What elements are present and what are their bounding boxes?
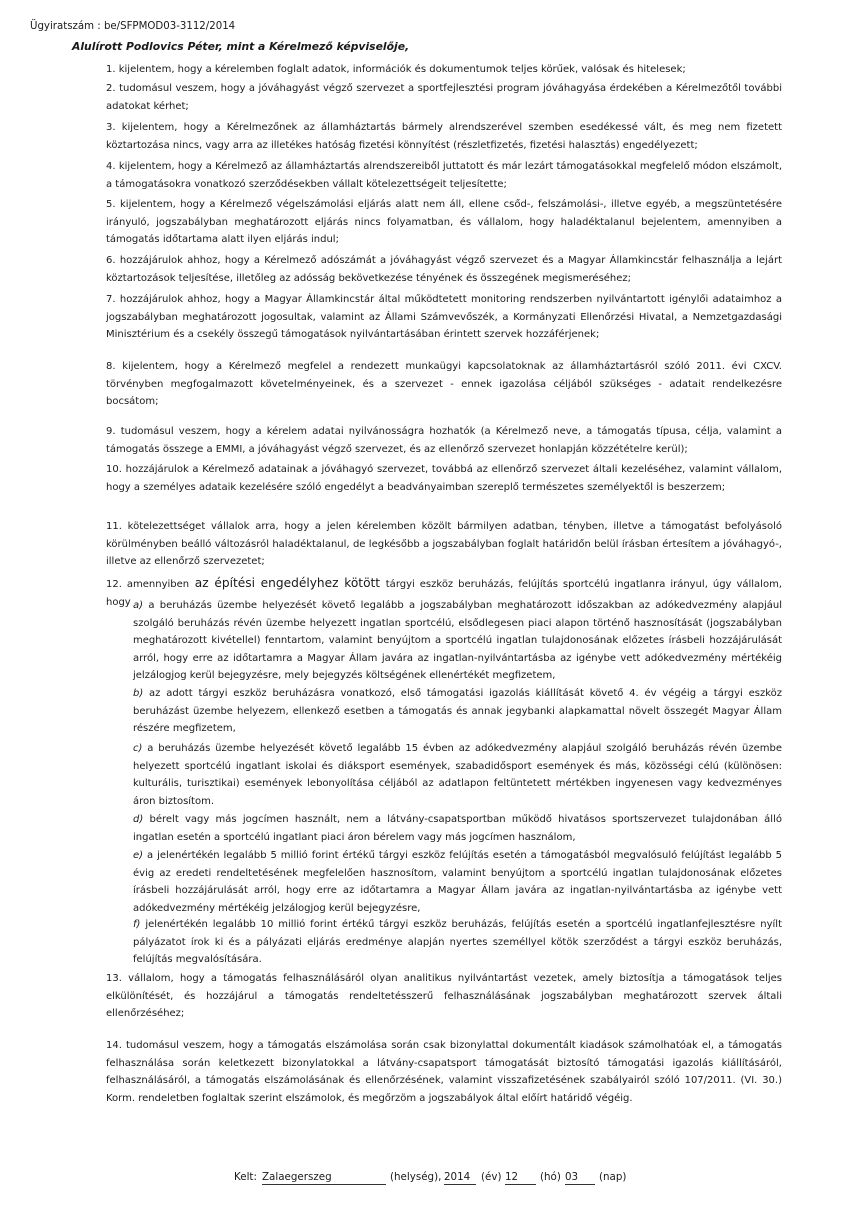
list-item: 8. kijelentem, hogy a Kérelmező megfelel a rendezett munkaügyi kapcsolatoknak az államháztartásról szóló 2011. évi CXCV. törvényben megfogalmazott követelményeinek, és a szervezet - ennek igazolása céljából szükséges - adatait rendelkezésre bocsátom; <box>106 361 782 408</box>
list-item: 1. kijelentem, hogy a kérelemben foglalt adatok, információk és dokumentumok teljes körűek, valósak és hitelesek; <box>106 64 686 75</box>
place-label: (helység), <box>390 1171 442 1183</box>
intro-statement: Alulírott Podlovics Péter, mint a Kérelmező képviselője, <box>72 40 410 53</box>
month-label: (hó) <box>540 1171 561 1183</box>
list-item: 10. hozzájárulok a Kérelmező adatainak a jóváhagyó szervezet, továbbá az ellenőrző szervezet általi kezeléséhez, valamint vállalom, hogy a személyes adataik kezelésére szóló engedélyt a beadványaimban szereplő természetes személyektől is beszerzem; <box>106 464 782 493</box>
list-item: 5. kijelentem, hogy a Kérelmező végelszámolási eljárás alatt nem áll, ellene csőd-, felszámolási-, illetve egyéb, a megszüntetésére irányuló, jogszabályban meghatározott eljárás nincs folyamatban, és vállalom, hogy haladéktalanul bejelentem, amennyiben a támogatás időtartama alatt ilyen eljárás indul; <box>106 199 782 246</box>
sub-item: c) a beruházás üzembe helyezését követő legalább 15 évben az adókedvezmény alapjául szolgáló beruházás révén üzembe helyezett sportcélú ingatlant iskolai és diáksport események, szabadidősport események és más, közösségi célú (különösen: kulturális, turisztikai) események lebonyolítása céljából az adatlapon feltüntetett mértékben ingyenesen vagy kedvezményes áron biztosítom. <box>133 743 782 807</box>
sub-item: d) bérelt vagy más jogcímen használt, nem a látvány-csapatsportban működő hivatásos sportszervezet tulajdonában álló ingatlan esetén a sportcélú ingatlant piaci áron bérelem vagy más jogcímen használom, <box>133 814 782 843</box>
list-item: 2. tudomásul veszem, hogy a jóváhagyást végző szervezet a sportfejlesztési program jóváhagyása érdekében a Kérelmezőtől további adatokat kérhet; <box>106 83 782 112</box>
list-item: 4. kijelentem, hogy a Kérelmező az államháztartás alrendszereiből juttatott és már lezárt támogatásokkal megfelelő módon elszámolt, a támogatásokra vonatkozó szerződésekben vállalt kötelezettségeit teljesítette; <box>106 161 783 190</box>
list-item: 6. hozzájárulok ahhoz, hogy a Kérelmező adószámát a jóváhagyást végző szervezet és a Magyar Államkincstár felhasználja a lejárt köztartozások teljesítése, illetőleg az adósság bekövetkezése tényének és összegének megismeréséhez; <box>106 255 782 284</box>
month-field[interactable]: 12 <box>505 1171 536 1185</box>
list-item: 9. tudomásul veszem, hogy a kérelem adatai nyilvánosságra hozhatók (a Kérelmező neve, a támogatás típusa, célja, valamint a támogatás összege a EMMI, a jóváhagyást végző szervezet, és az ellenőrző szervezet honlapján közzétételre kerül); <box>106 426 782 455</box>
list-item: 13. vállalom, hogy a támogatás felhasználásáról olyan analitikus nyilvántartást vezetek, amely biztosítja a támogatások teljes elkülönítését, és hozzájárul a támogatás rendeltetésszerű felhasználásának jogszabályban meghatározott szervek általi ellenőrzéséhez; <box>106 973 782 1020</box>
kelt-label: Kelt: <box>234 1171 257 1183</box>
list-item: 14. tudomásul veszem, hogy a támogatás elszámolása során csak bizonylattal dokumentált kiadások számolhatóak el, a támogatás felhasználása során keletkezett bizonylatokkal a látvány-csapatsport támogatását biztosító támogatási igazolás kiállításáról, felhasználásáról, a támogatás elszámolásának és ellenőrzésének, valamint visszafizetésének szabályairól szóló 107/2011. (VI. 30.) Korm. rendeletben foglaltak szerint elszámolok, és megőrzöm a jogszabályok által előírt határidő végéig. <box>106 1040 782 1104</box>
list-item: 12. amennyiben az építési engedélyhez kötött tárgyi eszköz beruházás, felújítás sportcélú ingatlanra irányul, úgy vállalom, hogy <box>106 576 782 608</box>
sub-item: f) jelenértékén legalább 10 millió forint értékű tárgyi eszköz beruházás, felújítás esetén a sportcélú ingatlanfejlesztésre nyílt pályázatot írok ki és a pályázati eljárás eredménye alapján nyertes személlyel kötök szerződést a tárgyi eszköz beruházás, felújítás megvalósítására. <box>133 919 782 966</box>
reference-number: Ügyiratszám : be/SFPMOD03-3112/2014 <box>30 21 236 32</box>
list-item: 11. kötelezettséget vállalok arra, hogy a jelen kérelemben közölt bármilyen adatban, tényben, illetve a támogatást befolyásoló körülményben beálló változásról haladéktalanul, de legkésőbb a jogszabályban foglalt határidőn belül írásban értesítem a jóváhagyó-, illetve az ellenőrző szervezetet; <box>106 521 782 568</box>
year-label: (év) <box>481 1171 502 1183</box>
day-label: (nap) <box>599 1171 627 1183</box>
list-item: 3. kijelentem, hogy a Kérelmezőnek az államháztartás bármely alrendszerével szemben esedékessé vált, és meg nem fizetett köztartozása nincs, vagy arra az illetékes hatóság fizetési könnyítést (részletfizetés, fizetési halasztás) engedélyezett; <box>106 122 782 151</box>
sub-item: a) a beruházás üzembe helyezését követő legalább a jogszabályban meghatározott időszakban az adókedvezmény alapjául szolgáló beruházás révén üzembe helyezett ingatlan sportcélú, elsődlegesen piaci alapon történő hasznosítását (jogszabályban meghatározott kivétellel) fenntartom, valamint benyújtom a sportcélú ingatlan tulajdonosának előzetes írásbeli hozzájárulását arról, hogy erre az időtartamra a Magyar Állam javára az ingatlan-nyilvántartásba az igénybe vett adókedvezmény mértékéig jelzálogjog kerül bejegyzésre, mely bejegyzés költségének ellenértékét megfizetem, <box>133 600 782 682</box>
sub-item: e) a jelenértékén legalább 5 millió forint értékű tárgyi eszköz felújítás esetén a támogatásból megvalósuló felújítást legalább 5 évig az eredeti rendeltetésének megfelelően hasznosítom, valamint benyújtom a sportcélú ingatlan tulajdonosának előzetes írásbeli hozzájárulását arról, hogy erre az időtartamra a Magyar Állam javára az ingatlan-nyilvántartásba az igénybe vett adókedvezmény mértékéig jelzálogjog kerül bejegyzésre, <box>133 850 782 914</box>
year-field[interactable]: 2014 <box>444 1171 476 1185</box>
sub-item: b) az adott tárgyi eszköz beruházásra vonatkozó, első támogatási igazolás kiállítását követő 4. év végéig a tárgyi eszköz beruházást üzembe helyezem, ellenkező esetben a támogatás és annak jegybanki alapkamattal növelt összegét Magyar Állam részére megfizetem, <box>133 688 782 735</box>
day-field[interactable]: 03 <box>565 1171 595 1185</box>
place-field[interactable]: Zalaegerszeg <box>262 1171 386 1185</box>
list-item: 7. hozzájárulok ahhoz, hogy a Magyar Államkincstár által működtetett monitoring rendszerben nyilvántartott igénylői adataimhoz a jogszabályban meghatározott jogosultak, valamint az Állami Számvevőszék, a Kormányzati Ellenőrzési Hivatal, a Nemzetgazdasági Minisztérium és a csekély összegű támogatások nyilvántartásában érintett szervek hozzáférjenek; <box>106 294 782 341</box>
